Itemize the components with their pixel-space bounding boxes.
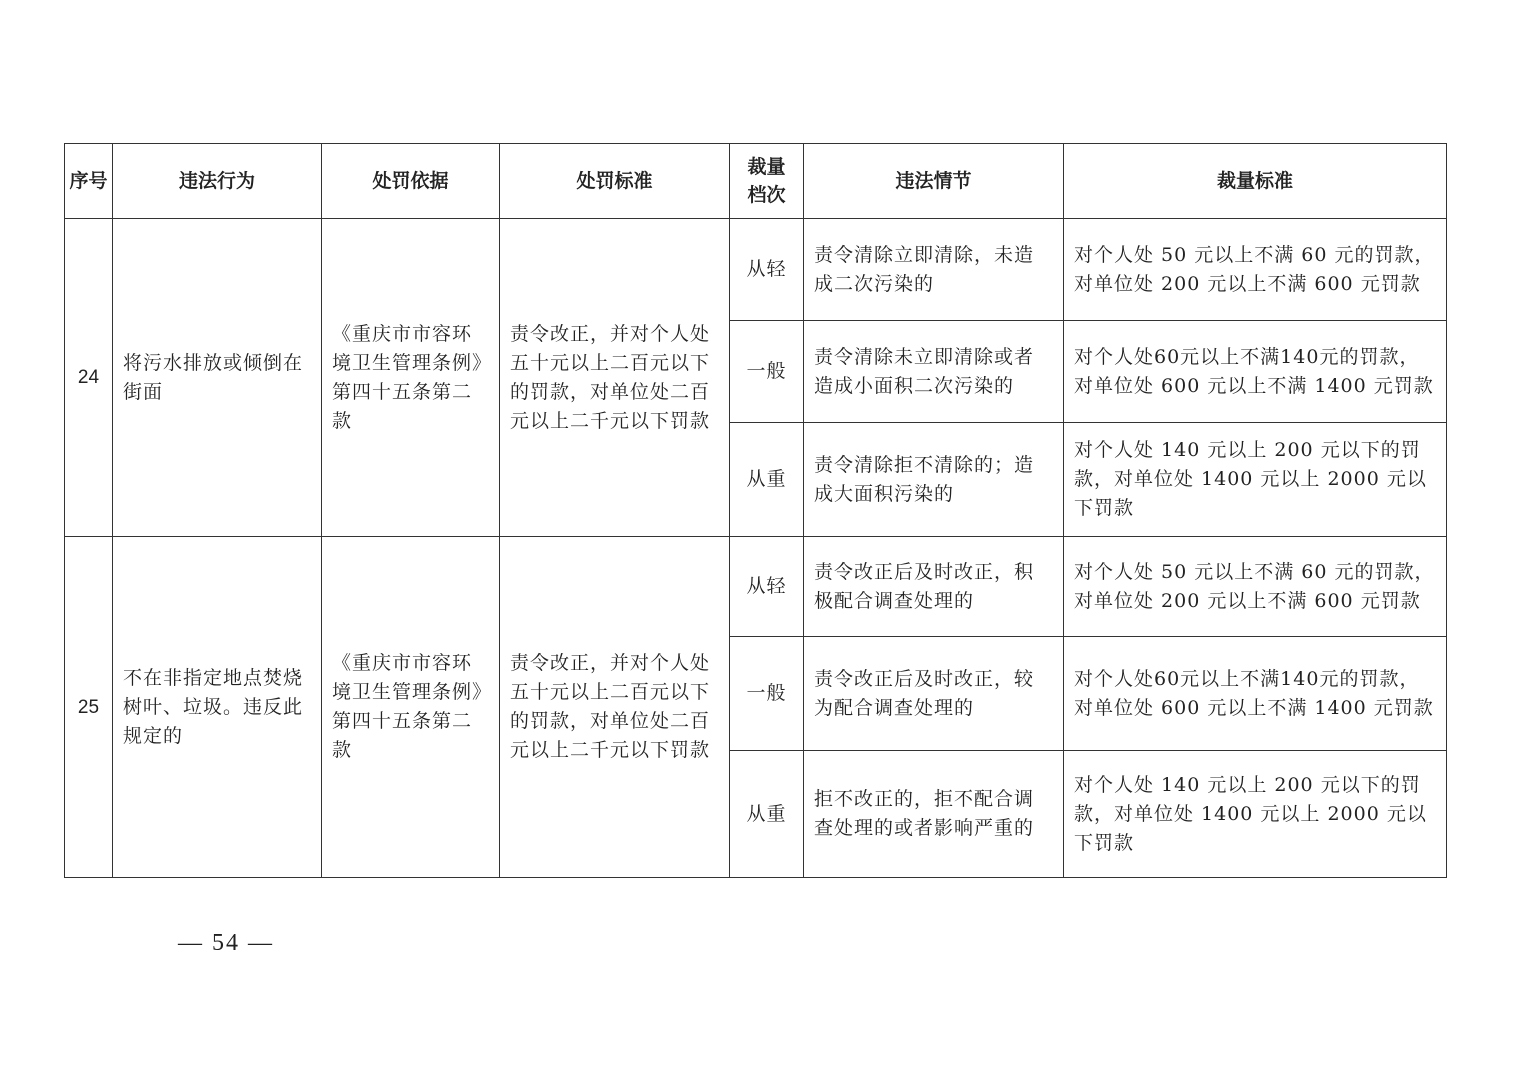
header-level-line1: 裁量	[747, 156, 786, 178]
row-level: 从重	[730, 751, 804, 878]
row-discretion: 对个人处 140 元以上 200 元以下的罚款，对单位处 1400 元以上 2000 元以下罚款	[1064, 751, 1447, 878]
row-circumstance: 责令改正后及时改正，较为配合调查处理的	[804, 637, 1064, 751]
row-level: 一般	[730, 637, 804, 751]
row-basis: 《重庆市市容环境卫生管理条例》第四十五条第二款	[322, 537, 500, 878]
row-behavior: 将污水排放或倾倒在街面	[113, 219, 322, 537]
row-standard-text: 责令改正，并对个人处五十元以上二百元以下的罚款，对单位处二百元以上二千元以下罚款	[510, 652, 711, 761]
table-row	[65, 537, 1447, 637]
row-behavior: 不在非指定地点焚烧树叶、垃圾。违反此规定的	[113, 537, 322, 878]
row-seq: 24	[65, 219, 113, 537]
row-level: 从轻	[730, 219, 804, 321]
row-level: 从轻	[730, 537, 804, 637]
row-standard-text: 责令改正，并对个人处五十元以上二百元以下的罚款，对单位处二百元以上二千元以下罚款	[510, 322, 711, 432]
row-discretion: 对个人处60元以上不满140元的罚款，对单位处 600 元以上不满 1400 元罚款	[1064, 637, 1447, 751]
header-level-line2: 档次	[747, 184, 786, 206]
header-basis: 处罚依据	[322, 144, 500, 219]
header-behavior: 违法行为	[113, 144, 322, 219]
header-seq: 序号	[65, 144, 113, 219]
row-circumstance: 责令清除立即清除，未造成二次污染的	[804, 219, 1064, 321]
row-circumstance: 责令清除拒不清除的；造成大面积污染的	[804, 423, 1064, 537]
row-standard	[500, 537, 730, 878]
table-header-row	[65, 144, 1447, 219]
header-circumstance: 违法情节	[804, 144, 1064, 219]
row-standard	[500, 219, 730, 537]
row-discretion: 对个人处 140 元以上 200 元以下的罚款，对单位处 1400 元以上 2000 元以下罚款	[1064, 423, 1447, 537]
row-level: 从重	[730, 423, 804, 537]
header-discretion: 裁量标准	[1064, 144, 1447, 219]
row-level: 一般	[730, 321, 804, 423]
row-discretion: 对个人处60元以上不满140元的罚款，对单位处 600 元以上不满 1400 元罚款	[1064, 321, 1447, 423]
header-standard: 处罚标准	[500, 144, 730, 219]
row-basis: 《重庆市市容环境卫生管理条例》第四十五条第二款	[322, 219, 500, 537]
page-number: — 54 —	[178, 930, 274, 956]
row-circumstance: 拒不改正的，拒不配合调查处理的或者影响严重的	[804, 751, 1064, 878]
penalty-discretion-table	[64, 143, 1447, 878]
row-discretion: 对个人处 50 元以上不满 60 元的罚款，对单位处 200 元以上不满 600 元罚款	[1064, 219, 1447, 321]
row-circumstance: 责令改正后及时改正，积极配合调查处理的	[804, 537, 1064, 637]
row-seq: 25	[65, 537, 113, 878]
header-level	[730, 144, 804, 219]
row-discretion: 对个人处 50 元以上不满 60 元的罚款，对单位处 200 元以上不满 600 元罚款	[1064, 537, 1447, 637]
table-row	[65, 219, 1447, 321]
row-circumstance: 责令清除未立即清除或者造成小面积二次污染的	[804, 321, 1064, 423]
